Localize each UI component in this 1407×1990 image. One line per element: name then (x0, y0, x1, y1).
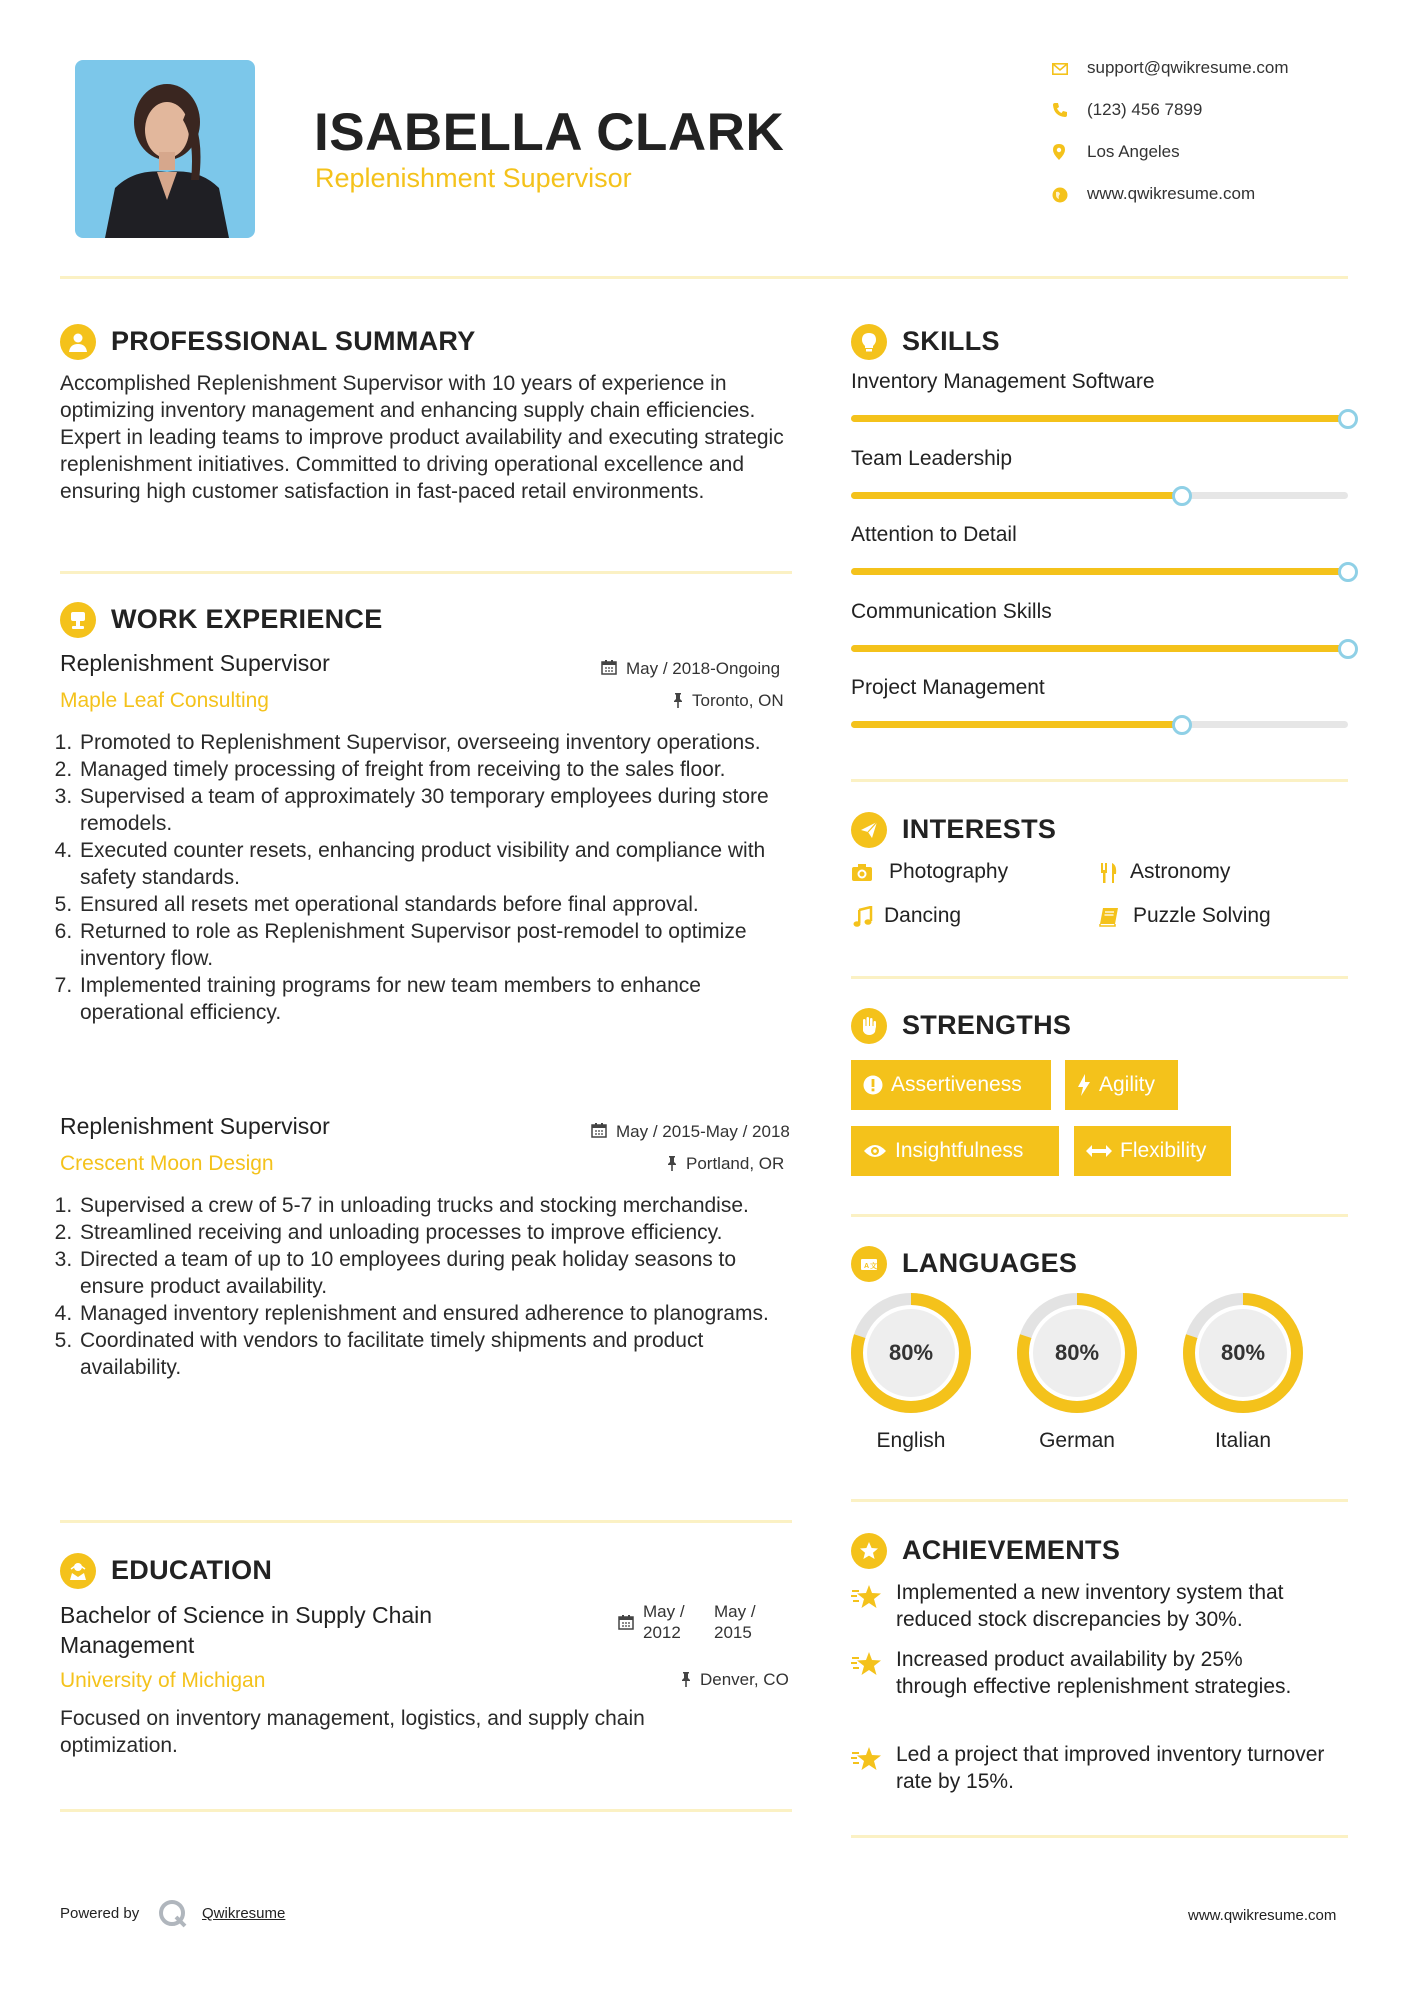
music-icon (851, 906, 873, 928)
job-dates: May / 2018-Ongoing (626, 659, 781, 678)
interest-photography: Photography (851, 860, 1008, 884)
education-description: Focused on inventory management, logistics, and supply chain optimization. (60, 1707, 645, 1757)
svg-text:A: A (864, 1263, 870, 1270)
camera-icon (851, 862, 873, 884)
bolt-icon (1077, 1074, 1091, 1096)
skill-bar-fill (851, 568, 1348, 575)
location-pin-icon (1053, 144, 1065, 160)
language-name: English (876, 1429, 946, 1452)
job-location: Portland, OR (686, 1154, 785, 1173)
summary-heading: PROFESSIONAL SUMMARY (111, 326, 476, 356)
strength-tag-assertiveness: Assertiveness (851, 1060, 1051, 1110)
hand-icon (851, 1008, 887, 1044)
education-heading: EDUCATION (111, 1555, 273, 1585)
strengths-heading: STRENGTHS (902, 1010, 1072, 1040)
achievement-item: Increased product availability by 25% through effective replenishment strategies. (896, 1648, 1292, 1698)
duty-item: 6. Returned to role as Replenishment Supervisor post-remodel to optimize inventory flow. (78, 918, 800, 972)
company-name: Crescent Moon Design (60, 1152, 274, 1175)
job-location: Toronto, ON (692, 691, 784, 710)
lightbulb-icon (851, 324, 887, 360)
language-percent: 80% (1220, 1340, 1266, 1365)
interests-divider (851, 976, 1348, 979)
education-location: Denver, CO (700, 1670, 789, 1689)
skill-bar (851, 645, 1348, 652)
skill-label: Communication Skills (851, 599, 1052, 623)
skill-bar-knob (1338, 409, 1358, 429)
strength-tag-agility: Agility (1065, 1060, 1178, 1110)
experience-heading: WORK EXPERIENCE (111, 604, 383, 634)
duty-item: 4. Managed inventory replenishment and ensured adherence to planograms. (78, 1300, 800, 1327)
skill-label: Project Management (851, 676, 1045, 699)
skills-divider (851, 779, 1348, 782)
skill-bar-knob (1172, 715, 1192, 735)
skill-bar-fill (851, 492, 1182, 499)
calendar-icon (601, 659, 617, 675)
calendar-icon (618, 1614, 634, 1630)
duty-item: 4. Executed counter resets, enhancing product visibility and compliance with safety standards. (78, 837, 800, 891)
skill-bar-fill (851, 645, 1348, 652)
pin-icon (680, 1671, 692, 1687)
language-percent: 80% (1054, 1340, 1100, 1365)
duty-item: 3. Directed a team of up to 10 employees during peak holiday seasons to ensure product availability. (78, 1246, 800, 1300)
paper-plane-icon (851, 812, 887, 848)
interest-dancing: Dancing (851, 904, 961, 928)
languages-divider (851, 1499, 1348, 1502)
phone-icon (1052, 102, 1068, 118)
achievements-heading: ACHIEVEMENTS (902, 1535, 1121, 1565)
education-divider (60, 1809, 792, 1812)
school-name: University of Michigan (60, 1669, 266, 1692)
candidate-title: Replenishment Supervisor (315, 163, 632, 193)
skill-bar-fill (851, 721, 1182, 728)
graduation-icon (60, 1553, 96, 1589)
contact-email[interactable]: support@qwikresume.com (1087, 58, 1289, 77)
skill-label: Attention to Detail (851, 523, 1017, 546)
qwikresume-logo-icon (158, 1899, 188, 1929)
contact-website[interactable]: www.qwikresume.com (1087, 184, 1256, 203)
duty-item: 5. Ensured all resets met operational standards before final approval. (78, 891, 800, 918)
job-title: Replenishment Supervisor (60, 650, 330, 676)
skill-bar-knob (1172, 486, 1192, 506)
briefcase-icon (60, 602, 96, 638)
company-name: Maple Leaf Consulting (60, 689, 269, 712)
qwikresume-link[interactable]: Qwikresume (202, 1905, 286, 1922)
utensils-icon (1098, 862, 1120, 884)
skill-bar (851, 492, 1348, 499)
interest-astronomy: Astronomy (1098, 860, 1230, 884)
language-percent: 80% (888, 1340, 934, 1365)
skill-bar-fill (851, 415, 1348, 422)
exclamation-icon (863, 1075, 883, 1095)
strengths-divider (851, 1214, 1348, 1217)
achievement-item: Led a project that improved inventory turnover rate by 15%. (896, 1743, 1325, 1793)
pin-icon (666, 1155, 678, 1171)
arrows-h-icon (1086, 1145, 1112, 1157)
svg-text:文: 文 (870, 1263, 877, 1270)
duty-item: 1. Supervised a crew of 5-7 in unloading trucks and stocking merchandise. (78, 1192, 800, 1219)
duty-item: 1. Promoted to Replenishment Supervisor, overseeing inventory operations. (78, 729, 800, 756)
email-icon (1052, 62, 1068, 74)
job-duties (60, 729, 800, 1026)
star-badge-icon (851, 1533, 887, 1569)
job-duties (60, 1192, 800, 1381)
calendar-icon (591, 1122, 607, 1138)
language-name: Italian (1214, 1429, 1272, 1452)
duty-item: 3. Supervised a team of approximately 30 temporary employees during store remodels. (78, 783, 800, 837)
achievements-divider (851, 1835, 1348, 1838)
languages-heading: LANGUAGES (902, 1248, 1078, 1278)
candidate-name: ISABELLA CLARK (314, 103, 785, 162)
education-start-date: May / 2012 (643, 1602, 685, 1642)
summary-divider (60, 571, 792, 574)
skill-bar-knob (1338, 562, 1358, 582)
summary-text: Accomplished Replenishment Supervisor with 10 years of experience in optimizing inventory management and enhancing supply chain efficiencies. Expert in leading teams to improve product availability and executing strategic replenishment initiatives. Committed to driving operational excellence and ensuring high customer satisfaction in fast-paced retail environments. (60, 372, 784, 503)
job-dates: May / 2015-May / 2018 (616, 1122, 790, 1141)
duty-item: 5. Coordinated with vendors to facilitate timely shipments and product availability. (78, 1327, 800, 1381)
experience-divider (60, 1520, 792, 1523)
powered-by-label: Powered by (60, 1905, 140, 1922)
education-end-date: May / 2015 (714, 1602, 756, 1642)
skill-bar (851, 568, 1348, 575)
contact-phone[interactable]: (123) 456 7899 (1087, 100, 1203, 119)
contact-location: Los Angeles (1087, 142, 1180, 161)
achievement-item: Implemented a new inventory system that reduced stock discrepancies by 30%. (896, 1581, 1284, 1631)
profile-photo (75, 60, 255, 238)
star-icon (851, 1650, 883, 1678)
pin-icon (672, 692, 684, 708)
globe-icon (1052, 187, 1068, 203)
header-divider (60, 276, 1348, 279)
skill-bar-knob (1338, 639, 1358, 659)
skill-bar (851, 721, 1348, 728)
strength-tag-flexibility: Flexibility (1074, 1126, 1231, 1176)
degree-title: Bachelor of Science in Supply Chain Management (60, 1602, 433, 1658)
duty-item: 7. Implemented training programs for new team members to enhance operational efficiency. (78, 972, 800, 1026)
duty-item: 2. Streamlined receiving and unloading processes to improve efficiency. (78, 1219, 800, 1246)
star-icon (851, 1745, 883, 1773)
strength-tag-insightfulness: Insightfulness (851, 1126, 1059, 1176)
skill-bar (851, 415, 1348, 422)
interest-puzzle-solving: Puzzle Solving (1098, 904, 1271, 928)
language-name: German (1039, 1429, 1115, 1452)
duty-item: 2. Managed timely processing of freight from receiving to the sales floor. (78, 756, 800, 783)
book-icon (1098, 906, 1120, 928)
job-title: Replenishment Supervisor (60, 1113, 330, 1139)
language-icon (851, 1246, 887, 1282)
skill-label: Inventory Management Software (851, 370, 1155, 393)
footer-website[interactable]: www.qwikresume.com (1188, 1907, 1337, 1924)
skill-label: Team Leadership (851, 446, 1013, 470)
star-icon (851, 1583, 883, 1611)
skills-heading: SKILLS (902, 326, 1000, 356)
eye-icon (863, 1143, 887, 1159)
interests-heading: INTERESTS (902, 814, 1057, 844)
user-icon (60, 324, 96, 360)
